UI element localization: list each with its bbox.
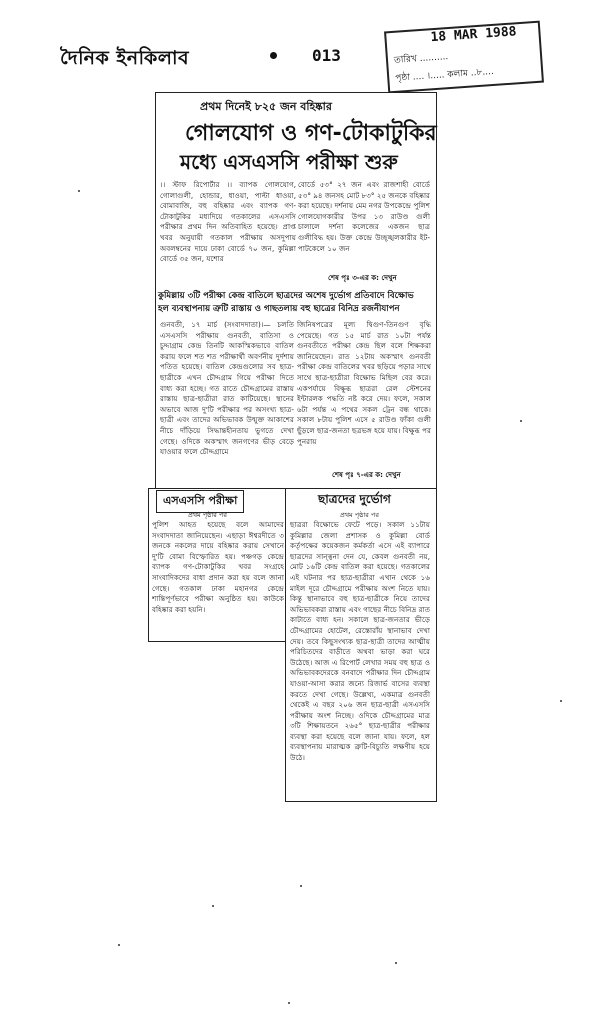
- box1-text: পুলিশ আহত হয়েছে বলে আমাদের সংবাদদাতা জানিয়েছেন। এছাড়া ঈশ্বরদীতে ৩ জনকে নকলের দায়ে বহিষ্কার করায় সেখানে দু'টি বোমা বিস্ফোরিত হয়। পঞ্চগড় কেন্দ্রে ব্যাপক গণ-টোকাটুকির খবর সংগ্রহে সাংবাদিকদের বাধা প্রদান করা হয় বলে জানা গেছে। গতকাল ঢাকা মহানগর কেন্দ্রে শান্তিপূর্ণভাবে পরীক্ষা অনুষ্ঠিত হয়। কাউকে বহিষ্কার করা হয়নি।: [152, 520, 284, 614]
- scan-speck: [288, 1002, 290, 1004]
- headline-line2: মধ্যে এসএসসি পরীক্ষা শুরু: [180, 150, 398, 174]
- scan-speck: [395, 962, 397, 964]
- article2-column-left: [160, 320, 294, 480]
- headline-line1: গোলযোগ ও গণ-টোকাটুকির: [185, 121, 437, 146]
- scan-speck: [560, 700, 562, 702]
- bullet-dot: [270, 52, 277, 59]
- article2-column-right: [297, 320, 431, 468]
- article-kicker: প্রথম দিনেই ৮২৫ জন বহিষ্কার: [200, 100, 332, 113]
- page-number: 013: [312, 46, 341, 65]
- box1-continued-label: প্রথম পৃষ্ঠার পর: [188, 511, 227, 519]
- box2-text: ছাত্ররা বিক্ষোভে ফেটে পড়ে। সকাল ১১টায় কুমিল্লার জেলা প্রশাসক ও কুমিল্লা বোর্ড কর্তৃপক্ষের কয়েকজন কর্মকর্তা এসে এই ব্যাপারে ছাত্রদের সান্ত্বনা দেন যে, কেবল গুনবতী নয়, মোট ১৬টি কেন্দ্র বাতিল করা হয়েছে। গতকালের এই ঘটনার পর ছাত্র-ছাত্রীরা এখান থেকে ১৬ মাইল দূরে চৌদ্দগ্রামে পরীক্ষায় অংশ নিতে যায়। কিন্তু স্থানাভাবে বহু ছাত্র-ছাত্রীকে নিয়ে তাদের অভিভাবকরা রাস্তায় এবং গাছের নীচে বিনিদ্র রাত কাটাতে বাধ্য হন। সকালে ছাত্র-জনতার ভীড়ে চৌদ্দগ্রামের হোটেল, রেস্তোরাঁয় স্থানাভাব দেখা দেয়। তবে কিছুসংখ্যক ছাত্র-ছাত্রী তাদের আত্মীয় পরিচিতদের বাড়ীতে অথবা ভাড়া করা ঘরে উঠেছে। আজ এ রিপোর্ট লেখার সময় বহু ছাত্র ও অভিভাবকদেরকে বনবাদে পরীক্ষার দিন চৌদ্দগ্রাম যাওয়া-আসা করার জন্যে রিজার্ভ বাসের ব্যবস্থা করতে দেখা গেছে। উল্লেখ্য, একমাত্র গুনবতী থেকেই এ বছর ২০৬ জন ছাত্র-ছাত্রী এসএসসি পরীক্ষায় অংশ নিচ্ছে। ওদিকে চৌদ্দগ্রামের মাত্র ৩টি শিক্ষায়তনে ২৬৫° ছাত্র-ছাত্রীর পরীক্ষার ব্যবস্থা করা হয়েছে বলে জানা যায়। ফলে, হল ব্যবস্থাপনায় মারাত্মক ত্রুটি-বিচ্যুতি লক্ষণীয় হয়ে উঠে।: [290, 520, 430, 763]
- article2-continued-note: শেষ পৃঃ ৭-এর ক: দেখুন: [332, 471, 401, 479]
- masthead-title: দৈনিক ইনকিলাব: [60, 47, 190, 69]
- article1-text-right: বোর্ডে ৫৩° ২৭ জন এবং রাজশাহী বোর্ডে ৫৩° ৯৪ জনসহ মোট ৮৩° ২৫ জনকে বহিষ্কার করা হয়েছে। দর্শনায় মেম নগর উপকেন্দ্রে পুলিশ গোলযোগকারীর উপর ১৩ রাউণ্ড গুলী চালালে দর্শনা কলেজের একজন ছাত্র গুলীবিদ্ধ হয়। উক্ত কেন্দ্রে উচ্ছৃঙ্খলকারীর ইট-পাটকেলে ১০ জন: [298, 180, 430, 253]
- box2-title: ছাত্রদের দুর্ভোগ: [312, 490, 397, 512]
- box2-column: [290, 520, 430, 796]
- scan-speck: [78, 190, 80, 192]
- box1-title: এসএসসি পরীক্ষা: [156, 490, 244, 513]
- scan-speck: [520, 420, 522, 422]
- stamp-date: 18 MAR 1988: [430, 24, 517, 46]
- article1-column-right: [298, 180, 430, 270]
- scan-speck: [300, 885, 302, 887]
- article1-text-left: ।। স্টাফ রিপোর্টার ।। ব্যাপক গোলযোগ, গোলাগুলী, হোন্ডার, ধাওয়া, পাল্টা ধাওয়া, বোমাবাজি, বহু বহিষ্কার এবং ব্যাপক গণ-টোকাটুকির মধ্যদিয়ে গতকালের এসএসসি পরীক্ষার প্রথম দিন অতিবাহিত হয়েছে। প্রাপ্ত খবর অনুযায়ী গতকাল পরীক্ষায় অসদুপায় অবলম্বনের দায়ে ঢাকা বোর্ডে ৭০ জন, কুমিল্লা বোর্ডে ৩৫ জন, যশোর: [160, 180, 296, 264]
- date-stamp: [384, 21, 544, 94]
- scan-speck: [212, 905, 214, 907]
- article2-subhead-line2: হল ব্যবস্থাপনায় ত্রুটি রাস্তায় ও গাছতলায় বহু ছাত্রের বিনিদ্র রজনীযাপন: [158, 304, 400, 314]
- stamp-row-page-column: পৃষ্ঠা .... ।..... কলাম ..৮....: [395, 66, 495, 84]
- article2-text-left: গুনবতী, ১৭ মার্চ (সংবাদদাতা)।— চলতি এসএসসি পরীক্ষায় গুনবতী, বাতিসা ও চুদ্দাগ্রাম কেন্দ্র তিনটি আকস্মিকভাবে বাতিল করায় ফলে শত শত পরীক্ষার্থী অবর্ণনীয় দুর্দশায় পতিত হয়েছে। বাতিল কেন্দ্রগুলোর সব ছাত্র-ছাত্রীকে এখন চৌদ্দগ্রাম গিয়ে পরীক্ষা দিতে বাধ্য করা হচ্ছে। গত রাতে চৌদ্দগ্রামের রাস্তায় রাস্তায় ছাত্র-ছাত্রীরা রাত কাটিয়েছে। স্থানের অভাবে আজ দু'টি পরীক্ষার পর অসংখ্য ছাত্র-ছাত্রী এবং তাদের অভিভাবক উন্মুক্ত আকাশের নীচে দাঁড়িয়ে সিদ্ধান্তহীনতায় ভুগতে দেখা গেছে। ওদিকে অকস্মাৎ জনগণের ভীড় বেড়ে যাওয়ার ফলে চৌদ্দগ্রামে: [160, 320, 294, 457]
- article2-text-right: জিনিষপত্রের মূল্য দ্বিগুণ-তিনগুণ বৃদ্ধি পেয়েছে। গত ১৫ মার্চ রাত ১০টা পর্যন্ত গুনবতীতে পরীক্ষা কেন্দ্র ছিল বলে শিক্ষকরা জানিয়েছেন। রাত ১২টায় অকস্মাৎ গুনবতী পরীক্ষা কেন্দ্র বাতিলের খবর ছড়িয়ে পড়ার সাথে সাথে ছাত্র-ছাত্রীরা বিক্ষোভ মিছিল বের করে। একপর্যায়ে বিক্ষুব্ধ ছাত্ররা রেল স্টেশনের ইন্টারলক পদ্ধতি নষ্ট করে দেয়। ফলে, সকাল ৬টা পর্যন্ত এ পথের সকল ট্রেন বন্ধ থাকে। সকাল ৮টায় পুলিশ এসে ৫ রাউণ্ড ফাঁকা গুলী ছুঁড়লে ছাত্র-জনতা ছত্রভঙ্গ হয়ে যায়। বিক্ষুব্ধ পর পুনরায়: [297, 320, 431, 446]
- stamp-row-date-label: তারিখ ..........: [393, 52, 449, 66]
- box2-continued-label: প্রথম পৃষ্ঠার পর: [340, 511, 379, 519]
- article2-subhead: [158, 290, 434, 316]
- article1-continued-note: শেষ পৃঃ ৩-এর ক: দেখুন: [328, 274, 397, 282]
- article1-column-left: [160, 180, 296, 280]
- article2-subhead-line1: কুমিল্লায় ৩টি পরীক্ষা কেন্দ্র বাতিলে ছাত্রদের অশেষ দুর্ভোগ প্রতিবাদে বিক্ষোভ: [158, 291, 414, 301]
- scan-speck: [118, 944, 120, 946]
- box1-column: [152, 520, 284, 636]
